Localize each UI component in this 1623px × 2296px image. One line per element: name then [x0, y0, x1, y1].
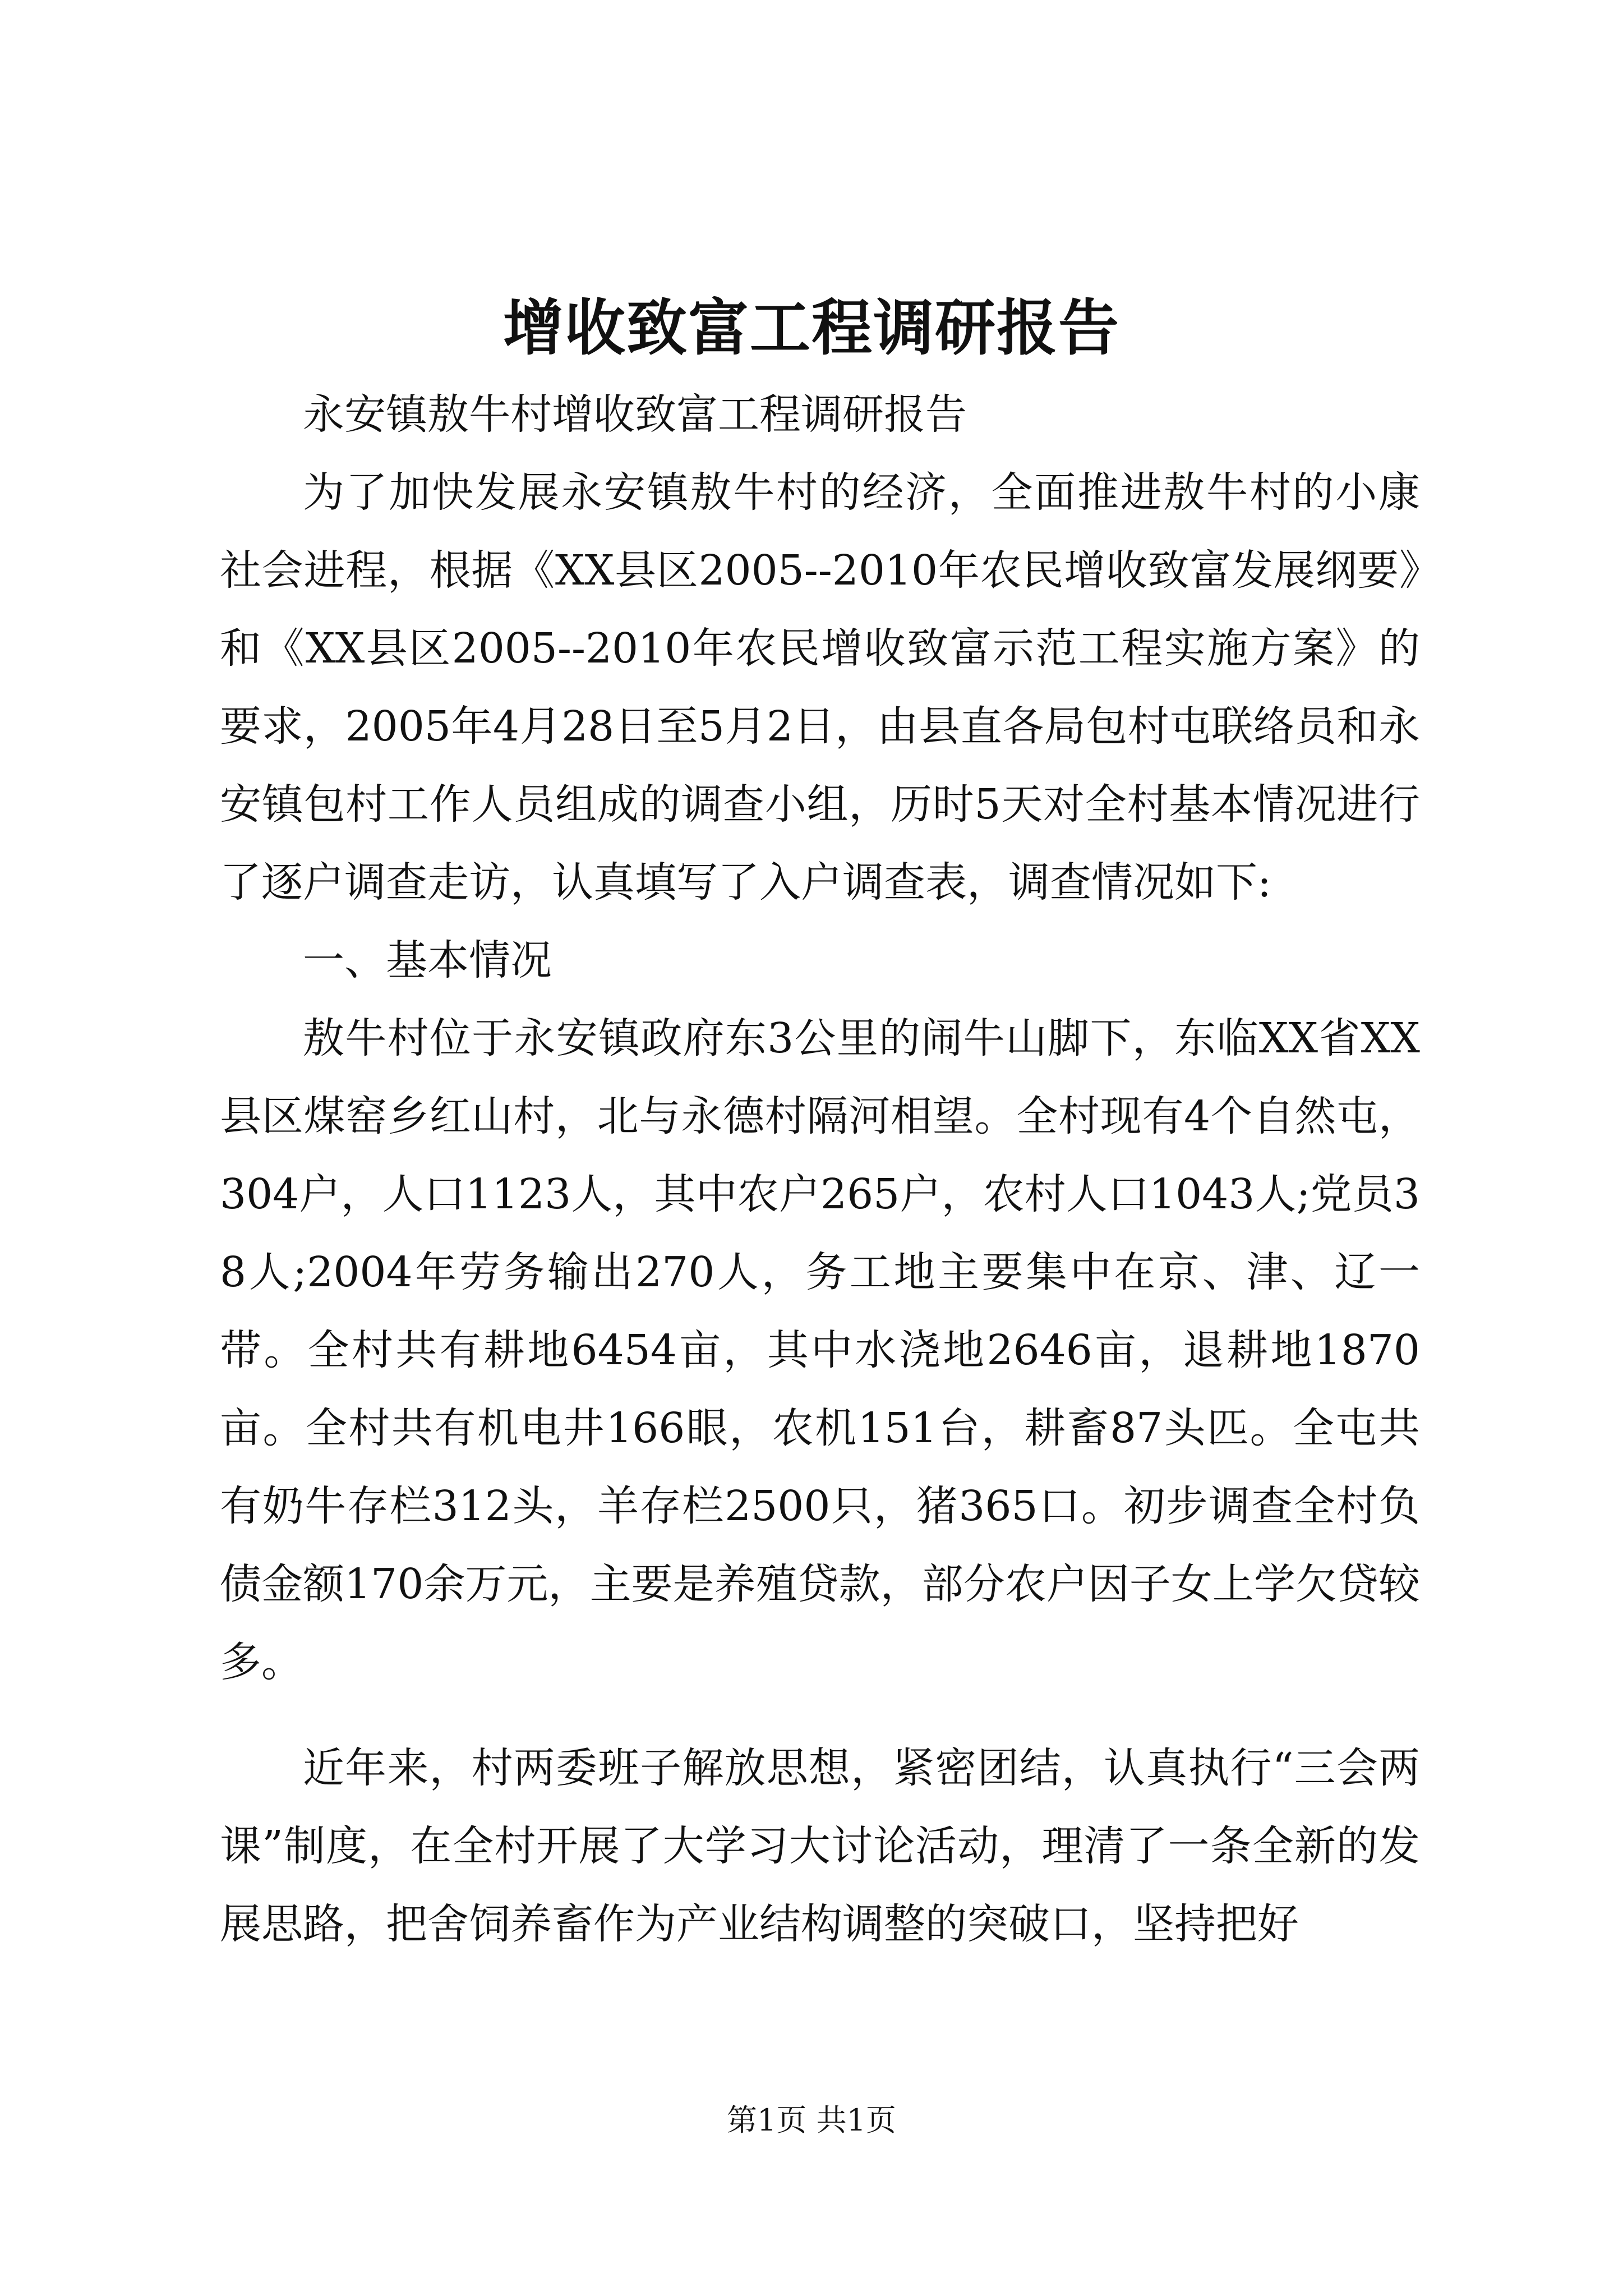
section-heading: 一、基本情况: [303, 936, 552, 984]
intro-paragraph: 为了加快发展永安镇敖牛村的经济，全面推进敖牛村的小康社会进程，根据《XX县区2005--2010年农民增收致富发展纲要》和《XX县区2005--2010年农民增收致富示范工程实施方案》的要求，2005年4月28日至5月2日，由县直各局包村屯联络员和永安镇包村工作人员组成的调查小组，历时5天对全村基本情况进行了逐户调查走访，认真填写了入户调查表，调查情况如下:: [220, 468, 1420, 907]
subtitle-paragraph: 永安镇敖牛村增收致富工程调研报告: [303, 390, 967, 439]
basic-info-paragraph: 敖牛村位于永安镇政府东3公里的闹牛山脚下，东临XX省XX县区煤窑乡红山村，北与永德村隔河相望。全村现有4个自然屯，304户，人口1123人，其中农户265户，农村人口1043人;党员38人;2004年劳务输出270人，务工地主要集中在京、津、辽一带。全村共有耕地6454亩，其中水浇地2646亩，退耕地1870亩。全村共有机电井166眼，农机151台，耕畜87头匹。全屯共有奶牛存栏312头，羊存栏2500只，猪365口。初步调查全村负债金额170余万元，主要是养殖贷款，部分农户因子女上学欠贷较多。: [220, 1014, 1420, 1686]
recent-years-paragraph: 近年来，村两委班子解放思想，紧密团结，认真执行“三会两课”制度，在全村开展了大学习大讨论活动，理清了一条全新的发展思路，把舍饲养畜作为产业结构调整的突破口，坚持把好: [220, 1744, 1420, 1948]
document-title: 增收致富工程调研报告: [502, 293, 1120, 364]
page-number-footer: 第1页 共1页: [727, 2102, 896, 2138]
document-body: [220, 337, 1420, 1963]
